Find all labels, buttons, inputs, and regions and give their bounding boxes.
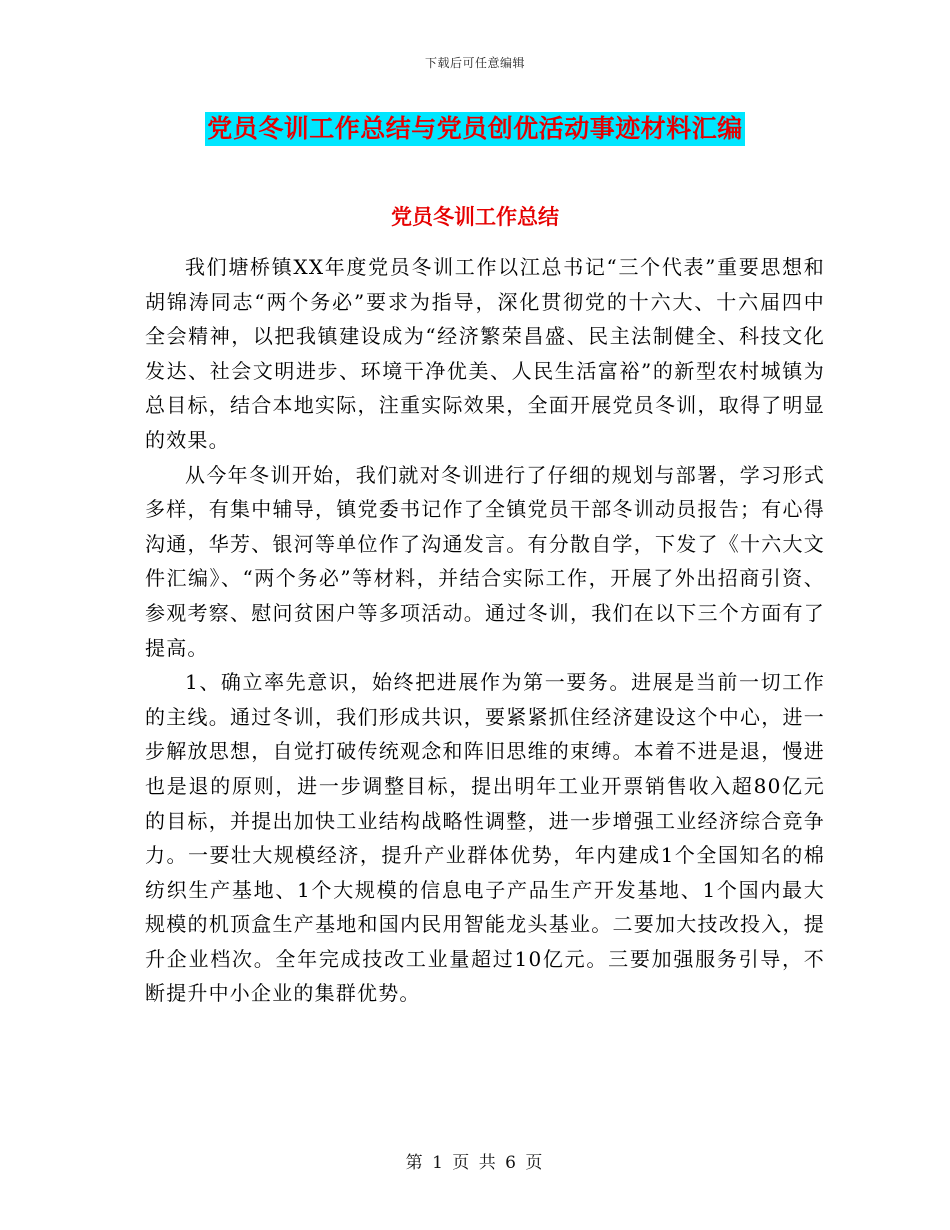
page-number: 第 1 页 共 6 页: [405, 1153, 545, 1173]
document-body: [145, 250, 825, 1011]
document-title: [0, 112, 950, 146]
document-title-text: 党员冬训工作总结与党员创优活动事迹材料汇编: [205, 112, 745, 146]
paragraph: 1、确立率先意识，始终把进展作为第一要务。进展是当前一切工作的主线。通过冬训，我们形成共识，要紧紧抓住经济建设这个中心，进一步解放思想，自觉打破传统观念和阵旧思维的束缚。本着不进是退，慢进也是退的原则，进一步调整目标，提出明年工业开票销售收入超80亿元的目标，并提出加快工业结构战略性调整，进一步增强工业经济综合竞争力。一要壮大规模经济，提升产业群体优势，年内建成1个全国知名的棉纺织生产基地、1个大规模的信息电子产品生产开发基地、1个国内最大规模的机顶盒生产基地和国内民用智能龙头基业。二要加大技改投入，提升企业档次。全年完成技改工业量超过10亿元。三要加强服务引导，不断提升中小企业的集群优势。: [145, 670, 825, 1006]
section-title: 党员冬训工作总结: [391, 205, 559, 229]
page-header-note: 下载后可任意编辑: [424, 56, 525, 70]
paragraph: 从今年冬训开始，我们就对冬训进行了仔细的规划与部署，学习形式多样，有集中辅导，镇党委书记作了全镇党员干部冬训动员报告；有心得沟通，华芳、银河等单位作了沟通发言。有分散自学，下发了《十六大文件汇编》、“两个务必”等材料，并结合实际工作，开展了外出招商引资、参观考察、慰问贫困户等多项活动。通过冬训，我们在以下三个方面有了提高。: [145, 462, 825, 660]
paragraph: 我们塘桥镇XX年度党员冬训工作以江总书记“三个代表”重要思想和胡锦涛同志“两个务必”要求为指导，深化贯彻党的十六大、十六届四中全会精神，以把我镇建设成为“经济繁荣昌盛、民主法制健全、科技文化发达、社会文明进步、环境干净优美、人民生活富裕”的新型农村城镇为总目标，结合本地实际，注重实际效果，全面开展党员冬训，取得了明显的效果。: [145, 255, 825, 452]
